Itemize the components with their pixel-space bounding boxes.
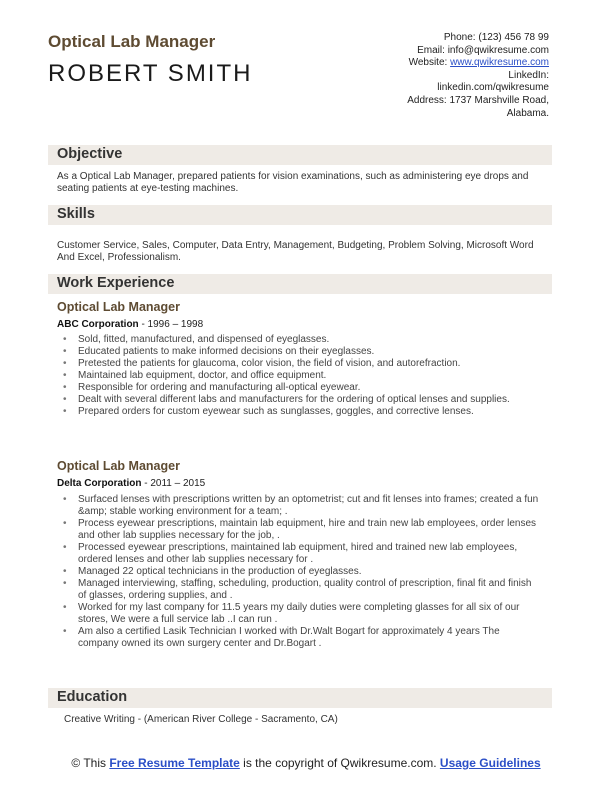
job-1-bullets bbox=[57, 334, 541, 418]
list-item: • Surfaced lenses with prescriptions written by an optometrist; cut and fit lenses into frames; created a fun &amp; stable working environment for a team; . bbox=[57, 494, 541, 518]
usage-guidelines-link[interactable]: Usage Guidelines bbox=[439, 756, 541, 770]
objective-section-header bbox=[48, 145, 552, 165]
email-label: Email: bbox=[417, 44, 445, 56]
list-item: • Managed interviewing, staffing, scheduling, production, quality control of prescription, final fit and finish of glasses, ordering supplies, and . bbox=[57, 578, 541, 602]
website-link[interactable]: www.qwikresume.com bbox=[450, 57, 549, 69]
email-value: info@qwikresume.com bbox=[447, 44, 549, 56]
job-1-company-line bbox=[57, 319, 203, 330]
phone-value: (123) 456 78 99 bbox=[478, 32, 549, 43]
contact-website bbox=[309, 57, 549, 70]
list-item: • Worked for my last company for 11.5 years my daily duties were completing glasses for all six of our stores, We were a full service lab ..I can run . bbox=[57, 602, 541, 626]
job-2-company: Delta Corporation bbox=[57, 478, 142, 489]
contact-block bbox=[309, 32, 549, 120]
list-item: • Am also a certified Lasik Technician I worked with Dr.Walt Bogart for approximately 4 years The company owned its own surgery center and Dr.Bogart . bbox=[57, 626, 541, 650]
education-heading: Education bbox=[57, 689, 128, 705]
footer-copyright-text: is the copyright of Qwikresume.com. bbox=[239, 756, 440, 770]
contact-email bbox=[309, 45, 549, 58]
address-label: Address: bbox=[407, 94, 447, 106]
job-title: Optical Lab Manager bbox=[48, 32, 216, 51]
contact-linkedin-label: LinkedIn: bbox=[508, 69, 549, 81]
contact-address bbox=[309, 95, 549, 108]
free-resume-template-link[interactable]: Free Resume Template bbox=[109, 756, 240, 770]
list-item: • Dealt with several different labs and manufacturers for the ordering of optical lenses and supplies. bbox=[57, 394, 541, 406]
website-label: Website: bbox=[408, 57, 448, 69]
contact-address-line2: Alabama. bbox=[506, 107, 549, 119]
education-section-header bbox=[48, 688, 552, 708]
work-section-header bbox=[48, 274, 552, 294]
job-2-dates: - 2011 – 2015 bbox=[141, 478, 206, 489]
job-1-title: Optical Lab Manager bbox=[57, 300, 180, 314]
list-item: • Maintained lab equipment, doctor, and office equipment. bbox=[57, 370, 541, 382]
skills-text: Customer Service, Sales, Computer, Data Entry, Management, Budgeting, Problem Solving, Microsoft Word And Excel, Professionalism. bbox=[57, 240, 534, 263]
work-heading: Work Experience bbox=[57, 275, 175, 291]
job-2-company-line bbox=[57, 478, 205, 489]
list-item: • Sold, fitted, manufactured, and dispensed of eyeglasses. bbox=[57, 334, 541, 346]
job-2-title: Optical Lab Manager bbox=[57, 459, 180, 473]
skills-heading: Skills bbox=[57, 206, 95, 222]
list-item: • Managed 22 optical technicians in the production of eyeglasses. bbox=[57, 566, 541, 578]
contact-linkedin: linkedin.com/qwikresume bbox=[437, 82, 549, 94]
footer-prefix: © This bbox=[71, 756, 110, 770]
job-1-company: ABC Corporation bbox=[57, 319, 139, 330]
list-item: • Responsible for ordering and manufacturing all-optical eyewear. bbox=[57, 382, 541, 394]
list-item: • Prepared orders for custom eyewear such as sunglasses, goggles, and corrective lenses. bbox=[57, 406, 541, 418]
job-2-bullets bbox=[57, 494, 541, 650]
contact-phone bbox=[309, 32, 549, 45]
list-item: • Process eyewear prescriptions, maintain lab equipment, hire and train new lab employees, order lenses and other lab supplies necessary for the job, . bbox=[57, 518, 541, 542]
address-line1: 1737 Marshville Road, bbox=[449, 94, 549, 106]
list-item: • Educated patients to make informed decisions on their eyeglasses. bbox=[57, 346, 541, 358]
footer bbox=[0, 756, 612, 771]
objective-text: As a Optical Lab Manager, prepared patients for vision examinations, such as administering eye drops and seating patients at eye-testing machines. bbox=[57, 171, 529, 194]
list-item: • Pretested the patients for glaucoma, color vision, the field of vision, and autorefraction. bbox=[57, 358, 541, 370]
phone-label: Phone: bbox=[443, 32, 476, 43]
job-1-dates: - 1996 – 1998 bbox=[138, 319, 204, 330]
education-text: Creative Writing - (American River College - Sacramento, CA) bbox=[64, 714, 338, 725]
candidate-name: ROBERT SMITH bbox=[48, 60, 253, 87]
skills-section-header bbox=[48, 205, 552, 225]
list-item: • Processed eyewear prescriptions, maintained lab equipment, hired and trained new lab employees, ordered lenses and other lab supplies necessary for . bbox=[57, 542, 541, 566]
objective-heading: Objective bbox=[57, 146, 123, 162]
